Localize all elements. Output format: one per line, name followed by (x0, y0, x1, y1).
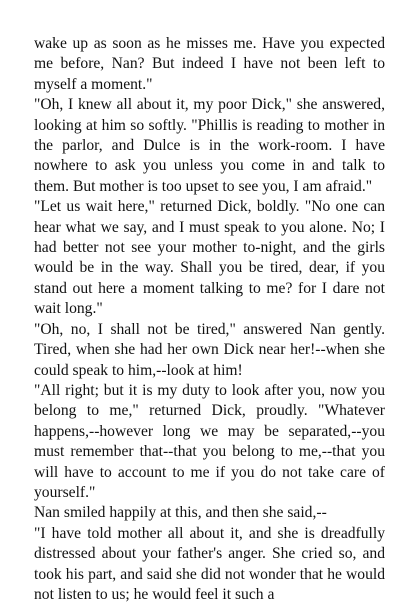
book-page (34, 34, 385, 603)
paragraph-continuation: wake up as soon as he misses me. Have you expected me before, Nan? But indeed I have not been left to myself a moment." (34, 35, 385, 93)
paragraph-dick-belong: "All right; but it is my duty to look after you, now you belong to me," returned Dick, proudly. "Whatever happens,--however long we may be separated,--you must remember that--that you belong to me,--that you will have to account to me if you do not take care of yourself." (34, 381, 385, 501)
paragraph-nan-answer: "Oh, I knew all about it, my poor Dick," she answered, looking at him so softly. "Phillis is reading to mother in the parlor, and Dulce is in the work-room. I have nowhere to ask you unless you come in and talk to them. But mother is too upset to see you, I am afraid." (34, 96, 385, 195)
paragraph-nan-not-tired: "Oh, no, I shall not be tired," answered Nan gently. Tired, when she had her own Dick near her!--when she could speak to him,--look at him! (34, 320, 385, 379)
paragraph-dick-wait: "Let us wait here," returned Dick, boldly. "No one can hear what we say, and I must speak to you alone. No; I had better not see your mother to-night, and the girls would be in the way. Shall you be tired, dear, if you stand out here a moment talking to me? for I dare not wait long." (34, 198, 385, 318)
paragraph-told-mother: "I have told mother all about it, and she is dreadfully distressed about your father's anger. She cried so, and took his part, and said she did not wonder that he would not listen to us; he would feel it such a (34, 524, 385, 603)
paragraph-nan-smiled: Nan smiled happily at this, and then she said,-- (34, 504, 327, 522)
